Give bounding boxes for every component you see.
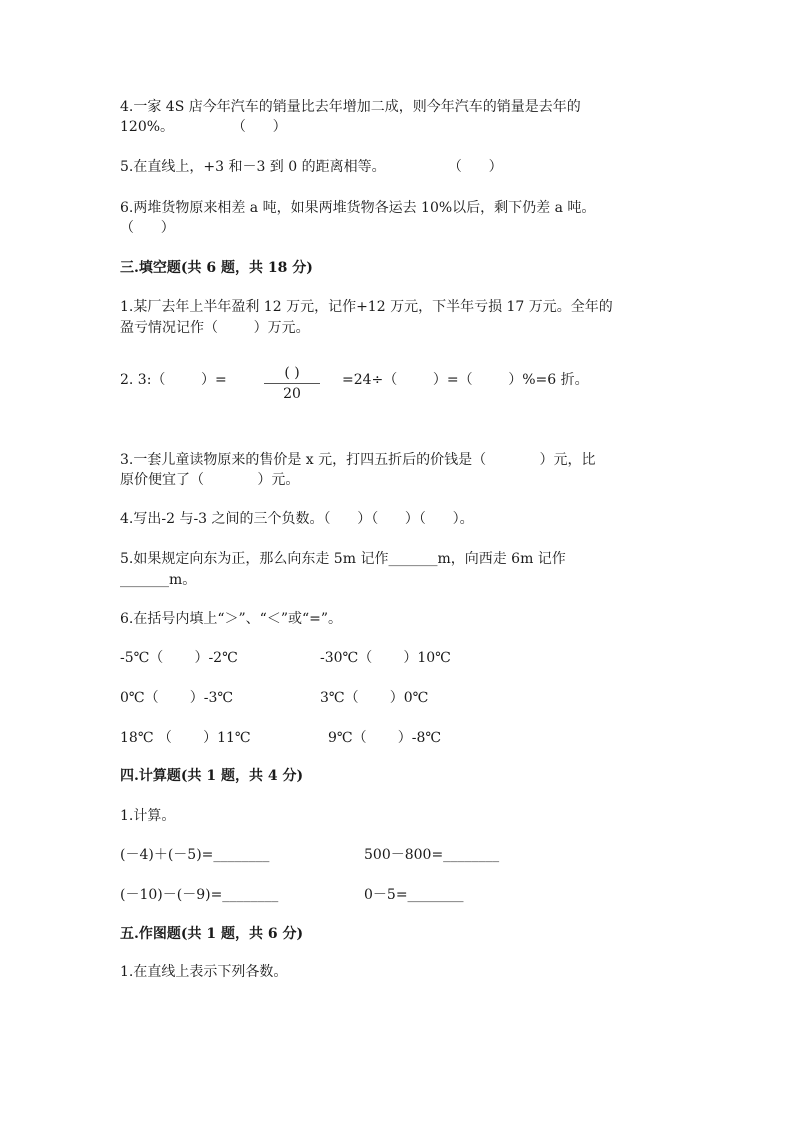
calc-q1: 1.计算。 (120, 808, 176, 824)
calc-expr-4: 0－5=________ (364, 887, 464, 903)
fraction-numerator: ( ) (284, 365, 300, 381)
fill-q1-line1: 1.某厂去年上半年盈利 12 万元，记作+12 万元，下半年亏损 17 万元。全年的 (120, 299, 613, 315)
calc-expr-3: (－10)－(－9)=________ (120, 887, 279, 903)
compare-row2-left: 0℃（ ）-3℃ (120, 690, 234, 706)
judge-q4-line2: 120%。 （ ） (120, 119, 287, 135)
compare-row1-right: -30℃（ ）10℃ (320, 650, 451, 666)
fill-q1-line2: 盈亏情况记作（ ）万元。 (120, 320, 310, 336)
fraction-bar (264, 383, 320, 384)
judge-q5: 5.在直线上，+3 和－3 到 0 的距离相等。 （ ） (120, 159, 503, 175)
compare-row2-right: 3℃（ ）0℃ (320, 690, 429, 706)
fill-q5-line2: _______m。 (120, 572, 197, 588)
compare-row3-right: 9℃（ ）-8℃ (328, 730, 442, 746)
fill-q6: 6.在括号内填上“＞”、“＜”或“=”。 (120, 611, 343, 627)
section-calc-heading: 四.计算题(共 1 题，共 4 分) (120, 768, 304, 784)
fill-q2-right: =24÷（ ）=（ ）%=6 折。 (342, 372, 589, 388)
section-fill-heading: 三.填空题(共 6 题，共 18 分) (120, 260, 313, 276)
fill-q4: 4.写出-2 与-3 之间的三个负数。（ ）（ ）（ ）。 (120, 511, 474, 527)
judge-q6-line2: （ ） (120, 220, 175, 236)
draw-q1: 1.在直线上表示下列各数。 (120, 964, 288, 980)
judge-q6-line1: 6.两堆货物原来相差 a 吨，如果两堆货物各运去 10%以后，剩下仍差 a 吨。 (120, 200, 596, 216)
fill-q2-fraction (264, 364, 320, 403)
judge-q4-line1: 4.一家 4S 店今年汽车的销量比去年增加二成，则今年汽车的销量是去年的 (120, 99, 581, 115)
fill-q2-left: 2. 3:（ ）= (120, 372, 227, 388)
fill-q5-line1: 5.如果规定向东为正，那么向东走 5m 记作_______m，向西走 6m 记作 (120, 551, 566, 567)
calc-expr-1: (－4)＋(－5)=________ (120, 847, 270, 863)
section-draw-heading: 五.作图题(共 1 题，共 6 分) (120, 926, 304, 942)
fill-q3-line1: 3.一套儿童读物原来的售价是 x 元，打四五折后的价钱是（ ）元，比 (120, 452, 596, 468)
compare-row3-left: 18℃ （ ）11℃ (120, 730, 251, 746)
compare-row1-left: -5℃（ ）-2℃ (120, 650, 238, 666)
fill-q3-line2: 原价便宜了（ ）元。 (120, 472, 300, 488)
fraction-denominator: 20 (283, 386, 301, 402)
calc-expr-2: 500－800=________ (364, 847, 500, 863)
